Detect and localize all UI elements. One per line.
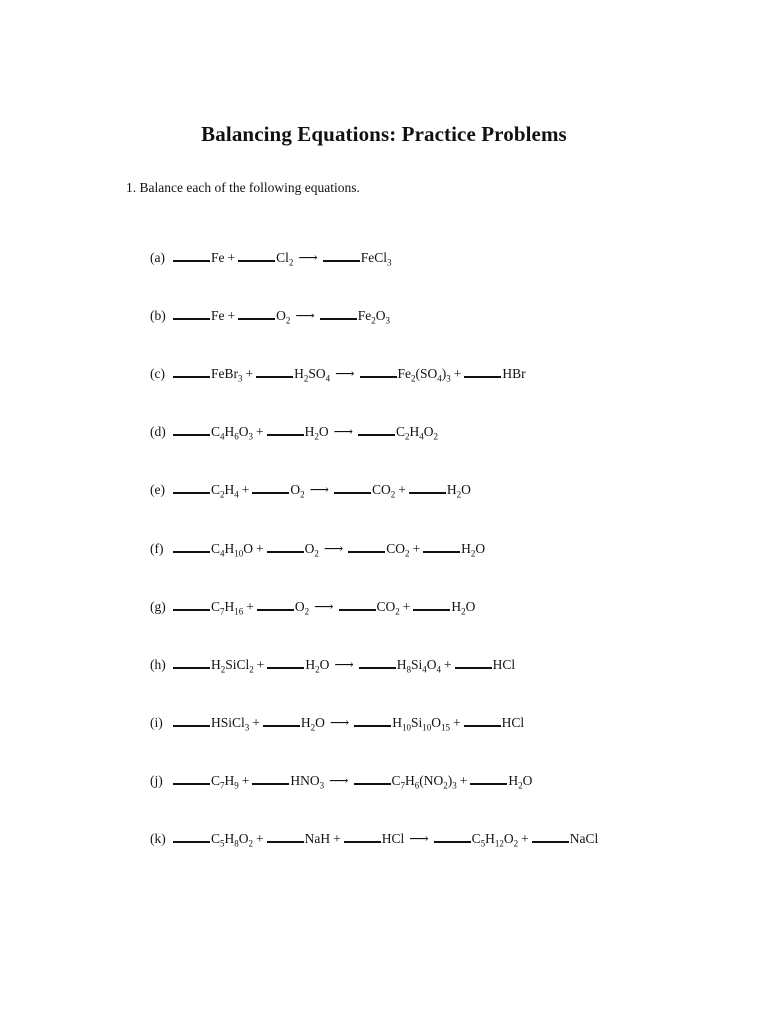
coefficient-blank[interactable]	[323, 260, 360, 262]
formula-text: Cl	[276, 250, 289, 265]
plus-sign: +	[245, 366, 254, 382]
formula-subscript: 4	[419, 431, 424, 442]
formula-text: O	[461, 482, 471, 498]
formula-subscript: 7	[220, 780, 225, 791]
formula-text: Fe	[357, 308, 372, 324]
equation-label: (b)	[150, 308, 166, 324]
coefficient-blank[interactable]	[464, 725, 501, 727]
formula-subscript: 2	[220, 490, 225, 501]
equation-row	[150, 248, 392, 268]
formula-text: Si	[411, 714, 423, 730]
formula-text: O	[290, 482, 301, 498]
formula-text: H	[224, 482, 235, 498]
coefficient-blank[interactable]	[263, 725, 300, 727]
coefficient-blank[interactable]	[532, 841, 569, 843]
formula-subscript: 3	[238, 373, 243, 384]
formula-subscript: 2	[314, 548, 319, 559]
formula-text: HNO	[290, 772, 320, 788]
coefficient-blank[interactable]	[173, 667, 210, 669]
formula-subscript: 2	[303, 373, 309, 384]
formula-text: C	[211, 482, 221, 498]
formula-text: C	[211, 540, 221, 556]
formula-text: SiCl	[225, 656, 250, 672]
coefficient-blank[interactable]	[320, 318, 357, 320]
formula-subscript: 6	[414, 780, 420, 791]
formula-text: H	[224, 772, 235, 788]
formula-subscript: 3	[446, 373, 451, 384]
coefficient-blank[interactable]	[238, 318, 275, 320]
formula-text: O	[503, 831, 514, 846]
reaction-arrow: ⟶	[314, 598, 334, 614]
plus-sign: +	[241, 482, 250, 498]
formula-subscript: 9	[234, 780, 239, 791]
formula-subscript: 2	[304, 606, 310, 617]
formula-text: C	[211, 831, 221, 846]
chemical-formula	[382, 831, 405, 846]
formula-subscript: 3	[248, 431, 254, 442]
formula-text: H	[305, 656, 316, 672]
formula-text: C	[211, 598, 221, 614]
formula-text: (NO	[419, 772, 444, 788]
coefficient-blank[interactable]	[409, 492, 446, 494]
equation-row	[150, 655, 515, 675]
formula-subscript: 4	[220, 431, 225, 442]
coefficient-blank[interactable]	[334, 492, 371, 494]
formula-text: O	[319, 656, 330, 672]
coefficient-blank[interactable]	[256, 376, 293, 378]
formula-subscript: 2	[443, 780, 448, 791]
coefficient-blank[interactable]	[354, 783, 391, 785]
plus-sign: +	[256, 424, 264, 440]
formula-subscript: 5	[480, 838, 486, 849]
coefficient-blank[interactable]	[252, 492, 289, 494]
chemical-formula	[396, 656, 442, 675]
formula-text: H	[461, 540, 471, 556]
chemical-formula	[211, 831, 254, 849]
formula-subscript: 16	[234, 606, 244, 617]
formula-text: NaCl	[569, 831, 599, 846]
formula-subscript: 2	[371, 315, 376, 326]
formula-text: O	[294, 598, 305, 614]
chemical-formula	[211, 772, 239, 791]
chemical-formula	[294, 366, 331, 384]
coefficient-blank[interactable]	[173, 551, 210, 553]
formula-text: O	[475, 540, 486, 556]
plus-sign: +	[444, 656, 452, 672]
coefficient-blank[interactable]	[173, 783, 210, 785]
formula-subscript: 2	[220, 664, 226, 675]
coefficient-blank[interactable]	[470, 783, 507, 785]
plus-sign: +	[453, 714, 461, 730]
formula-text: Fe	[211, 308, 225, 324]
formula-subscript: 2	[314, 431, 319, 442]
formula-subscript: 3	[319, 780, 325, 791]
reaction-arrow: ⟶	[334, 656, 354, 672]
formula-text: HCl	[501, 714, 525, 730]
coefficient-blank[interactable]	[455, 667, 492, 669]
formula-text: O	[304, 540, 315, 556]
formula-subscript: 2	[390, 490, 396, 501]
coefficient-blank[interactable]	[360, 376, 397, 378]
formula-text: CO	[376, 598, 396, 614]
formula-subscript: 10	[402, 722, 411, 733]
chemical-formula	[211, 424, 254, 442]
formula-subscript: 2	[518, 780, 523, 791]
chemical-formula	[290, 772, 325, 791]
equation-label: (e)	[150, 482, 165, 498]
equation-label: (h)	[150, 656, 166, 672]
formula-text: CO	[372, 482, 391, 498]
coefficient-blank[interactable]	[344, 841, 381, 843]
plus-sign: +	[227, 308, 236, 324]
formula-subscript: 2	[300, 490, 305, 501]
equation-row	[150, 422, 438, 442]
chemical-formula	[305, 656, 330, 675]
chemical-formula	[305, 831, 331, 846]
formula-text: NaH	[304, 831, 331, 846]
formula-text: (SO	[415, 366, 438, 382]
formula-subscript: 2	[411, 373, 416, 384]
formula-text: O	[431, 714, 442, 730]
formula-text: H	[392, 714, 402, 730]
coefficient-blank[interactable]	[413, 609, 450, 611]
coefficient-blank[interactable]	[173, 492, 210, 494]
coefficient-blank[interactable]	[348, 551, 385, 553]
formula-subscript: 12	[494, 838, 504, 849]
chemical-formula	[357, 308, 390, 326]
reaction-arrow: ⟶	[329, 772, 349, 788]
chemical-formula	[211, 366, 243, 384]
plus-sign: +	[256, 656, 265, 672]
coefficient-blank[interactable]	[359, 667, 396, 669]
coefficient-blank[interactable]	[173, 318, 210, 320]
formula-text: CO	[386, 540, 406, 556]
coefficient-blank[interactable]	[267, 667, 304, 669]
formula-subscript: 3	[452, 780, 457, 791]
coefficient-blank[interactable]	[267, 551, 304, 553]
formula-text: H	[508, 772, 519, 788]
formula-subscript: 2	[288, 257, 294, 268]
plus-sign: +	[227, 250, 236, 265]
formula-text: O	[522, 772, 533, 788]
equation-label: (f)	[150, 540, 164, 556]
chemical-formula	[211, 714, 250, 733]
chemical-formula	[502, 715, 525, 730]
coefficient-blank[interactable]	[358, 434, 395, 436]
formula-subscript: 2	[310, 722, 316, 733]
coefficient-blank[interactable]	[423, 551, 460, 553]
formula-text: H	[446, 482, 457, 498]
formula-subscript: 8	[406, 664, 411, 675]
equation-row	[150, 597, 475, 617]
formula-text: O	[375, 308, 386, 324]
formula-text: HBr	[502, 366, 526, 382]
equation-label: (c)	[150, 366, 165, 382]
reaction-arrow: ⟶	[298, 250, 318, 265]
chemical-formula	[392, 714, 451, 733]
coefficient-blank[interactable]	[339, 609, 376, 611]
formula-subscript: 4	[325, 373, 331, 384]
formula-text: O	[315, 714, 325, 730]
formula-subscript: 4	[234, 490, 239, 501]
equation-row	[150, 771, 532, 791]
formula-text: H	[451, 598, 462, 614]
reaction-arrow: ⟶	[295, 308, 315, 324]
formula-text: H	[396, 656, 407, 672]
chemical-formula	[290, 482, 305, 501]
formula-text: O	[426, 656, 437, 672]
reaction-arrow: ⟶	[333, 424, 353, 440]
formula-text: C	[211, 424, 221, 440]
page-title: Balancing Equations: Practice Problems	[201, 122, 567, 146]
formula-text: O	[318, 424, 329, 440]
formula-subscript: 5	[220, 838, 225, 849]
plus-sign: +	[398, 482, 406, 498]
formula-subscript: 7	[400, 780, 406, 791]
plus-sign: +	[402, 598, 411, 614]
chemical-formula	[211, 250, 225, 265]
chemical-formula	[396, 424, 439, 442]
chemical-formula	[493, 657, 516, 672]
plus-sign: +	[333, 831, 341, 846]
formula-text: Si	[411, 656, 423, 672]
formula-text: H	[405, 772, 415, 788]
equation-label: (g)	[150, 598, 166, 614]
formula-text: H	[224, 831, 235, 846]
plus-sign: +	[246, 598, 254, 614]
formula-text: O	[243, 540, 254, 556]
coefficient-blank[interactable]	[173, 434, 210, 436]
equation-row	[150, 713, 524, 733]
reaction-arrow: ⟶	[335, 366, 355, 382]
equation-label: (k)	[150, 831, 166, 846]
coefficient-blank[interactable]	[173, 725, 210, 727]
formula-text: C	[211, 772, 221, 788]
equation-row	[150, 306, 390, 326]
formula-subscript: 2	[315, 664, 320, 675]
coefficient-blank[interactable]	[252, 783, 289, 785]
chemical-formula	[300, 714, 325, 733]
formula-text: O	[423, 424, 434, 440]
coefficient-blank[interactable]	[464, 376, 501, 378]
formula-subscript: 4	[437, 373, 442, 384]
formula-text: H	[224, 540, 235, 556]
coefficient-blank[interactable]	[238, 260, 275, 262]
equation-label: (j)	[150, 772, 163, 788]
formula-subscript: 2	[470, 548, 476, 559]
formula-text: C	[391, 772, 401, 788]
chemical-formula	[276, 308, 291, 326]
coefficient-blank[interactable]	[267, 434, 304, 436]
formula-subscript: 10	[234, 548, 244, 559]
chemical-formula	[304, 540, 319, 559]
formula-subscript: 2	[248, 838, 254, 849]
formula-text: Fe	[397, 366, 411, 382]
formula-text: )	[447, 772, 453, 788]
formula-text: C	[471, 831, 481, 846]
chemical-formula	[276, 250, 294, 268]
coefficient-blank[interactable]	[173, 376, 210, 378]
plus-sign: +	[521, 831, 529, 846]
chemical-formula	[360, 250, 392, 268]
equation-row	[150, 364, 526, 384]
formula-text: FeCl	[360, 250, 388, 265]
formula-subscript: 2	[395, 606, 400, 617]
coefficient-blank[interactable]	[267, 841, 304, 843]
formula-subscript: 2	[405, 548, 410, 559]
chemical-formula	[451, 598, 476, 617]
formula-text: HCl	[492, 656, 516, 672]
formula-text: H	[409, 424, 420, 440]
formula-subscript: 4	[422, 664, 427, 675]
formula-text: O	[238, 831, 249, 846]
plus-sign: +	[256, 540, 264, 556]
equation-label: (a)	[150, 250, 165, 265]
chemical-formula	[211, 482, 239, 501]
chemical-formula	[502, 366, 525, 381]
formula-text: O	[238, 424, 249, 440]
formula-text: H	[294, 366, 304, 382]
chemical-formula	[386, 540, 410, 559]
formula-text: FeBr	[211, 366, 238, 382]
formula-subscript: 2	[405, 431, 410, 442]
formula-text: H	[224, 598, 235, 614]
equation-label: (d)	[150, 424, 166, 440]
formula-subscript: 3	[387, 257, 392, 268]
formula-text: HCl	[381, 831, 405, 846]
formula-text: C	[396, 424, 406, 440]
formula-subscript: 3	[385, 315, 390, 326]
plus-sign: +	[412, 540, 421, 556]
formula-subscript: 2	[456, 490, 462, 501]
formula-subscript: 15	[441, 722, 451, 733]
formula-text: H	[485, 831, 495, 846]
formula-text: H	[304, 424, 315, 440]
formula-text: H	[224, 424, 235, 440]
plus-sign: +	[256, 831, 264, 846]
formula-subscript: 4	[220, 548, 225, 559]
reaction-arrow: ⟶	[409, 831, 429, 846]
coefficient-blank[interactable]	[173, 841, 210, 843]
coefficient-blank[interactable]	[173, 609, 210, 611]
chemical-formula	[294, 598, 310, 617]
coefficient-blank[interactable]	[173, 260, 210, 262]
equation-row	[150, 480, 471, 500]
formula-text: SO	[308, 366, 326, 382]
equation-label: (i)	[150, 714, 163, 730]
chemical-formula	[508, 772, 533, 791]
formula-subscript: 7	[220, 606, 225, 617]
formula-subscript: 2	[513, 838, 519, 849]
instruction-text: 1. Balance each of the following equations.	[126, 180, 360, 195]
formula-text: HSiCl	[211, 714, 245, 730]
chemical-formula	[211, 308, 225, 323]
equation-row	[150, 829, 598, 849]
formula-text: H	[300, 714, 311, 730]
plus-sign: +	[252, 714, 260, 730]
chemical-formula	[304, 424, 329, 442]
chemical-formula	[461, 540, 486, 559]
formula-subscript: 2	[433, 431, 439, 442]
formula-subscript: 10	[422, 722, 432, 733]
formula-subscript: 2	[461, 606, 466, 617]
chemical-formula	[376, 598, 400, 617]
reaction-arrow: ⟶	[323, 540, 344, 556]
chemical-formula	[211, 540, 254, 559]
plus-sign: +	[453, 366, 462, 382]
coefficient-blank[interactable]	[257, 609, 294, 611]
chemical-formula	[211, 598, 244, 617]
equation-row	[150, 539, 485, 559]
formula-subscript: 4	[436, 664, 442, 675]
chemical-formula	[397, 366, 451, 384]
coefficient-blank[interactable]	[354, 725, 391, 727]
reaction-arrow: ⟶	[329, 714, 350, 730]
chemical-formula	[471, 831, 519, 849]
reaction-arrow: ⟶	[309, 482, 329, 498]
formula-subscript: 2	[249, 664, 254, 675]
chemical-formula	[446, 482, 471, 501]
chemical-formula	[391, 772, 457, 791]
formula-text: H	[211, 656, 221, 672]
formula-subscript: 3	[244, 722, 250, 733]
chemical-formula	[372, 482, 396, 501]
formula-subscript: 8	[234, 838, 239, 849]
formula-text: O	[276, 308, 286, 324]
formula-text: )	[441, 366, 447, 382]
formula-subscript: 6	[234, 431, 239, 442]
coefficient-blank[interactable]	[434, 841, 471, 843]
chemical-formula	[211, 656, 254, 675]
chemical-formula	[570, 831, 599, 846]
plus-sign: +	[459, 772, 468, 788]
formula-subscript: 2	[285, 315, 291, 326]
plus-sign: +	[241, 772, 250, 788]
formula-text: Fe	[211, 250, 225, 265]
formula-text: O	[465, 598, 476, 614]
